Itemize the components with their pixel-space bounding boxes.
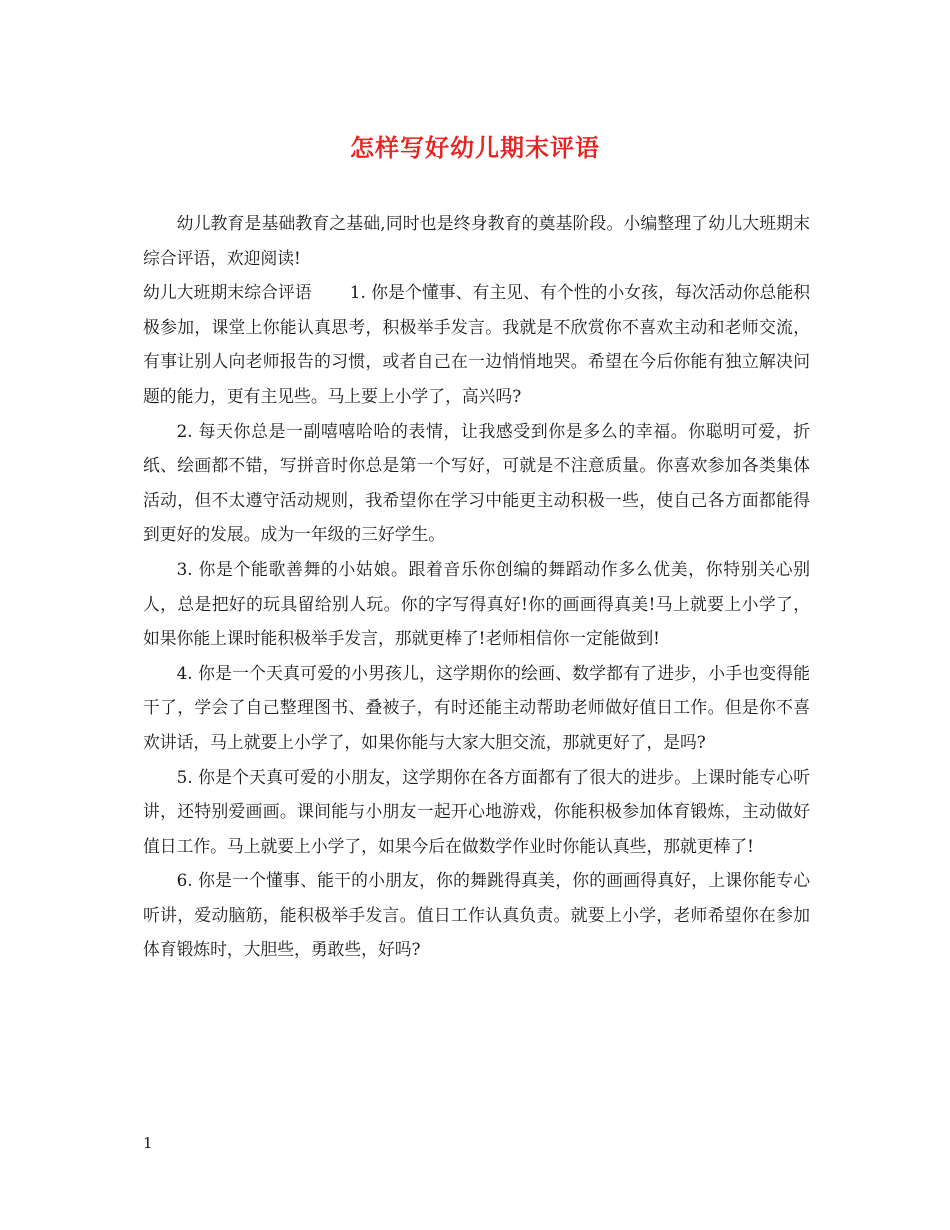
comment-item-5: 5. 你是个天真可爱的小朋友，这学期你在各方面都有了很大的进步。上课时能专心听讲，还特别爱画画。课间能与小朋友一起开心地游戏，你能积极参加体育锻炼，主动做好值日工作。马上就要上小学了，如果今后在做数学作业时你能认真些，那就更棒了! [143, 766, 810, 856]
comment-item-3: 3. 你是个能歌善舞的小姑娘。跟着音乐你创编的舞蹈动作多么优美，你特别关心别人，总是把好的玩具留给别人玩。你的字写得真好!你的画画得真美!马上就要上小学了，如果你能上课时能积极举手发言，那就更棒了!老师相信你一定能做到! [143, 558, 810, 649]
intro-paragraph: 幼儿教育是基础教育之基础,同时也是终身教育的奠基阶段。小编整理了幼儿大班期末综合评语，欢迎阅读! [143, 213, 810, 268]
document-body [143, 206, 810, 967]
comment-item-6: 6. 你是一个懂事、能干的小朋友，你的舞跳得真美，你的画画得真好，上课你能专心听讲，爱动脑筋，能积极举手发言。值日工作认真负责。就要上小学，老师希望你在参加体育锻炼时，大胆些，勇敢些，好吗? [143, 870, 810, 960]
comment-item-1: 1. 你是个懂事、有主见、有个性的小女孩，每次活动你总能积极参加，课堂上你能认真思考，积极举手发言。我就是不欣赏你不喜欢主动和老师交流，有事让别人向老师报告的习惯，或者自己在一边悄悄地哭。希望在今后你能有独立解决问题的能力，更有主见些。马上要上小学了，高兴吗? [143, 282, 810, 406]
document-title: 怎样写好幼儿期末评语 [350, 133, 600, 162]
comment-item-2: 2. 每天你总是一副嘻嘻哈哈的表情，让我感受到你是多么的幸福。你聪明可爱，折纸、绘画都不错，写拼音时你总是第一个写好，可就是不注意质量。你喜欢参加各类集体活动，但不太遵守活动规则，我希望你在学习中能更主动积极一些，使自己各方面都能得到更好的发展。成为一年级的三好学生。 [143, 420, 810, 545]
comment-item-4: 4. 你是一个天真可爱的小男孩儿，这学期你的绘画、数学都有了进步，小手也变得能干了，学会了自己整理图书、叠被子，有时还能主动帮助老师做好值日工作。但是你不喜欢讲话，马上就要上小学了，如果你能与大家大胆交流，那就更好了，是吗? [143, 662, 810, 752]
page-number: 1 [143, 1134, 153, 1152]
section-label: 幼儿大班期末综合评语 [143, 282, 312, 303]
section-paragraph [143, 275, 810, 413]
